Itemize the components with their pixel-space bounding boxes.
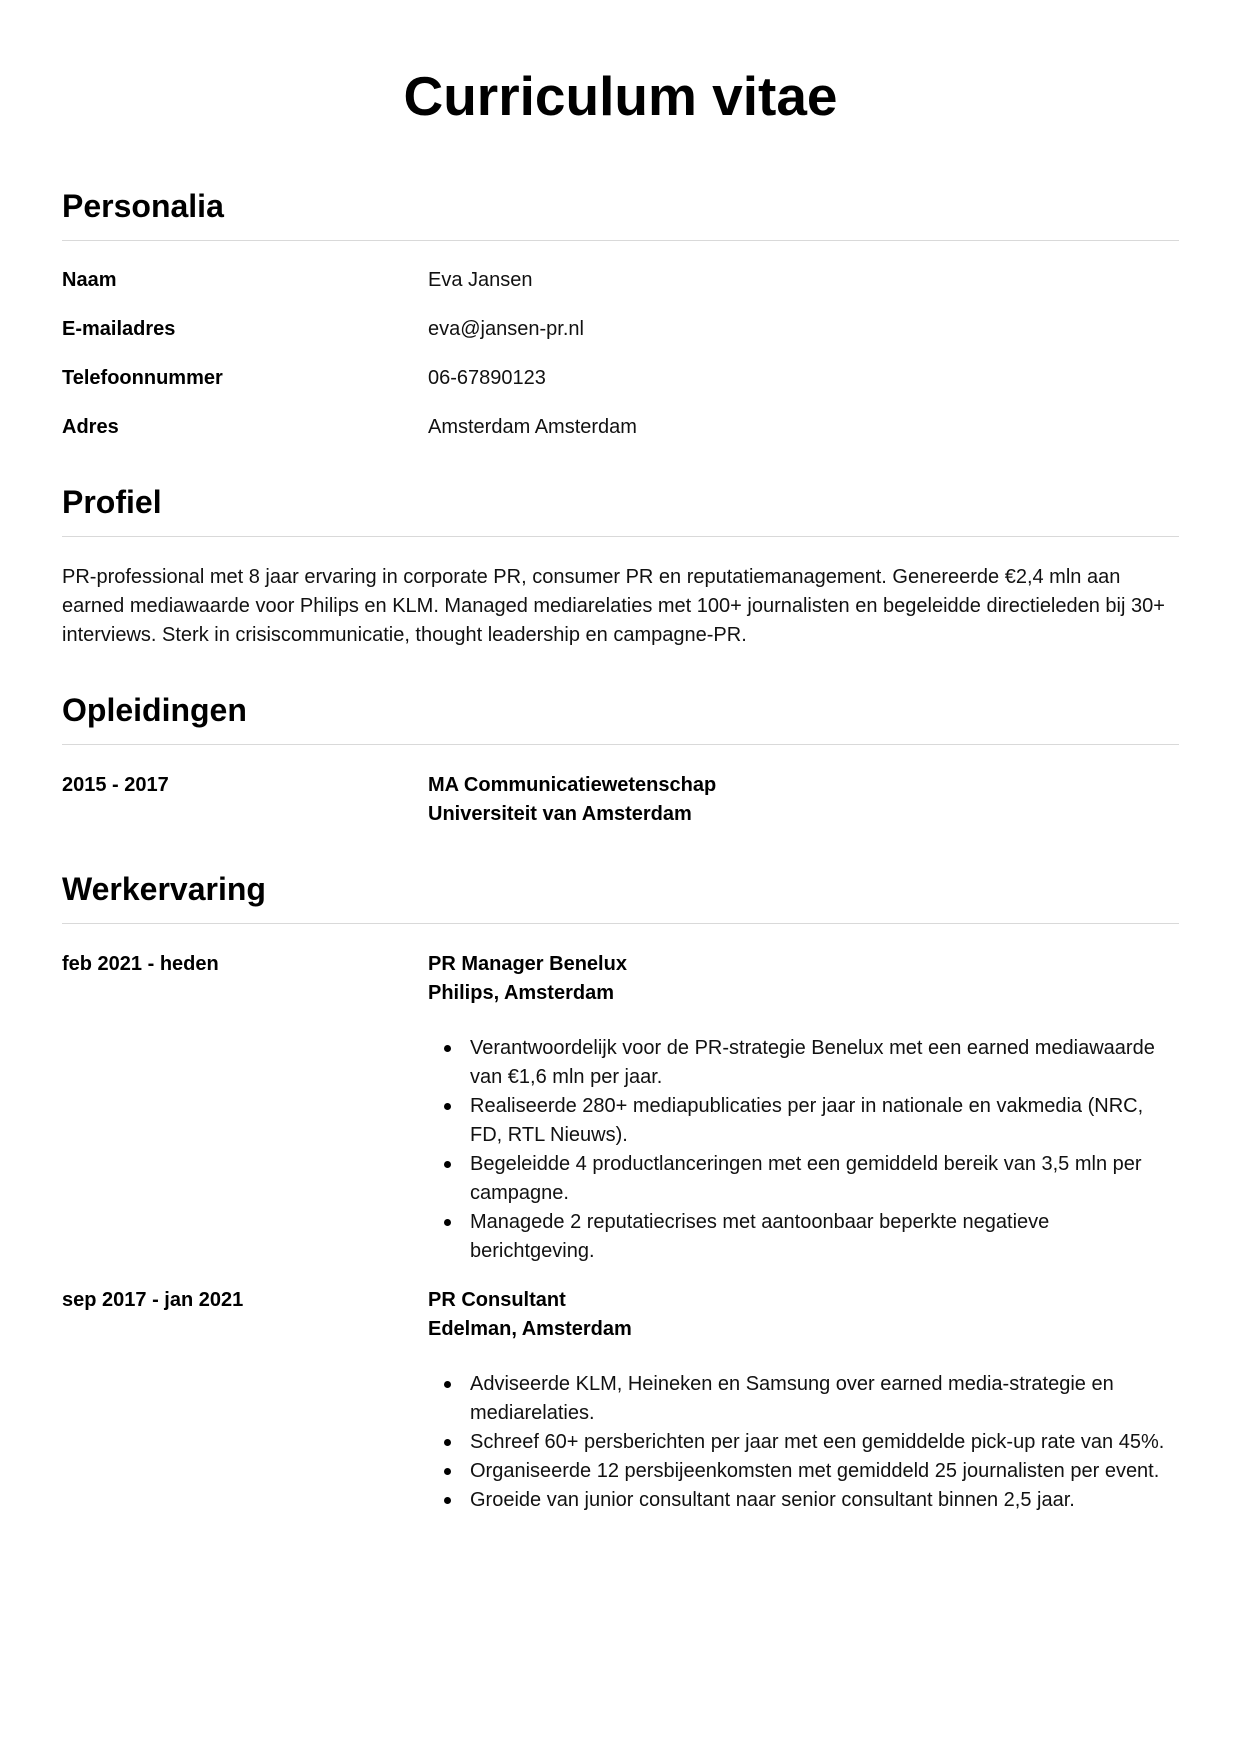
- bullet-icon: [444, 1103, 451, 1110]
- job-bullet-list: [428, 1370, 1179, 1515]
- job-period: sep 2017 - jan 2021: [62, 1289, 244, 1311]
- field-value: Eva Jansen: [428, 269, 533, 291]
- field-value: eva@jansen-pr.nl: [428, 318, 584, 340]
- bullet-text: Schreef 60+ persberichten per jaar met een gemiddelde pick-up rate van 45%.: [470, 1431, 1165, 1453]
- list-item: [428, 1370, 1179, 1428]
- bullet-text: Managede 2 reputatiecrises met aantoonbaar beperkte negatieve berichtgeving.: [470, 1211, 1050, 1262]
- list-item: [428, 1428, 1179, 1457]
- section-werkervaring: [62, 869, 1179, 1515]
- field-label: E-mailadres: [62, 318, 176, 340]
- job-entry: [62, 950, 1179, 1266]
- bullet-icon: [444, 1381, 451, 1388]
- section-heading-werkervaring: Werkervaring: [62, 871, 266, 907]
- section-divider: [62, 536, 1179, 537]
- bullet-icon: [444, 1439, 451, 1446]
- list-item: [428, 1034, 1179, 1092]
- field-label: Telefoonnummer: [62, 367, 223, 389]
- personalia-row-adres: [62, 413, 1179, 442]
- section-heading-profiel: Profiel: [62, 484, 162, 520]
- section-divider: [62, 240, 1179, 241]
- bullet-text: Adviseerde KLM, Heineken en Samsung over earned media-strategie en mediarelaties.: [470, 1373, 1114, 1424]
- bullet-icon: [444, 1497, 451, 1504]
- list-item: [428, 1092, 1179, 1150]
- job-role: PR Manager Benelux: [428, 953, 627, 975]
- field-value: 06-67890123: [428, 367, 546, 389]
- personalia-row-telefoon: [62, 364, 1179, 393]
- personalia-row-naam: [62, 266, 1179, 295]
- job-role: PR Consultant: [428, 1289, 566, 1311]
- bullet-text: Verantwoordelijk voor de PR-strategie Benelux met een earned mediawaarde van €1,6 mln per jaar.: [470, 1037, 1155, 1088]
- field-value: Amsterdam Amsterdam: [428, 416, 637, 438]
- bullet-icon: [444, 1045, 451, 1052]
- bullet-text: Begeleidde 4 productlanceringen met een gemiddeld bereik van 3,5 mln per campagne.: [470, 1153, 1142, 1204]
- education-period: 2015 - 2017: [62, 774, 169, 796]
- job-company: Philips, Amsterdam: [428, 982, 614, 1004]
- bullet-icon: [444, 1219, 451, 1226]
- profile-text: PR-professional met 8 jaar ervaring in corporate PR, consumer PR en reputatiemanagement. Genereerde €2,4 mln aan earned mediawaarde voor Philips en KLM. Managed mediarelaties met 100+ journalisten en begeleidde directieleden bij 30+ interviews. Sterk in crisiscommunicatie, thought leadership en campagne-PR.: [62, 566, 1165, 646]
- bullet-text: Organiseerde 12 persbijeenkomsten met gemiddeld 25 journalisten per event.: [470, 1460, 1160, 1482]
- section-opleidingen: [62, 690, 1179, 829]
- education-degree: MA Communicatiewetenschap: [428, 774, 717, 796]
- personalia-row-email: [62, 315, 1179, 344]
- section-heading-opleidingen: Opleidingen: [62, 692, 247, 728]
- bullet-text: Groeide van junior consultant naar senior consultant binnen 2,5 jaar.: [470, 1489, 1075, 1511]
- section-personalia: [62, 186, 1179, 442]
- job-company: Edelman, Amsterdam: [428, 1318, 632, 1340]
- section-profiel: [62, 482, 1179, 650]
- list-item: [428, 1208, 1179, 1266]
- bullet-icon: [444, 1161, 451, 1168]
- job-bullet-list: [428, 1034, 1179, 1266]
- bullet-text: Realiseerde 280+ mediapublicaties per jaar in nationale en vakmedia (NRC, FD, RTL Nieuws).: [470, 1095, 1144, 1146]
- job-period: feb 2021 - heden: [62, 953, 219, 975]
- list-item: [428, 1457, 1179, 1486]
- section-divider: [62, 744, 1179, 745]
- bullet-icon: [444, 1468, 451, 1475]
- job-details: [428, 950, 1179, 1266]
- section-heading-personalia: Personalia: [62, 188, 224, 224]
- education-school: Universiteit van Amsterdam: [428, 803, 692, 825]
- field-label: Naam: [62, 269, 117, 291]
- field-label: Adres: [62, 416, 119, 438]
- list-item: [428, 1150, 1179, 1208]
- job-entry: [62, 1286, 1179, 1515]
- education-details: [428, 771, 1179, 829]
- education-entry: [62, 771, 1179, 829]
- section-divider: [62, 923, 1179, 924]
- job-details: [428, 1286, 1179, 1515]
- list-item: [428, 1486, 1179, 1515]
- document-title: Curriculum vitae: [403, 65, 838, 127]
- personalia-table: [62, 266, 1179, 442]
